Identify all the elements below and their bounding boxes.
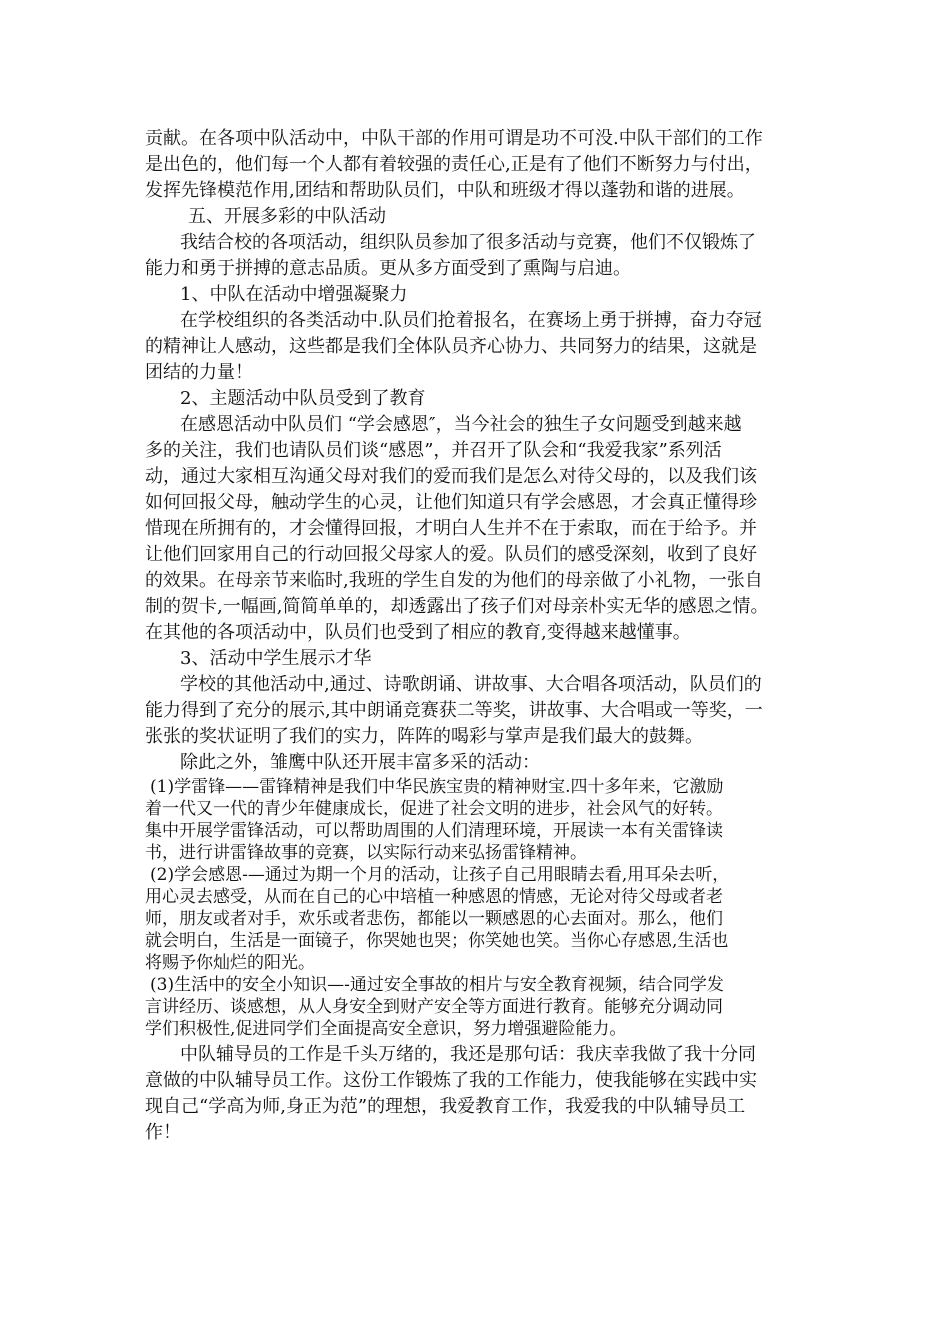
paragraph-line: 贡献。在各项中队活动中，中队干部的作用可谓是功不可没.中队干部们的工作 — [145, 128, 763, 149]
paragraph-line: 张张的奖状证明了我们的实力，阵阵的喝彩与掌声是我们最大的鼓舞。 — [145, 726, 703, 747]
list-item-line: 师，朋友或者对手，欢乐或者悲伤，都能以一颗感恩的心去面对。那么，他们 — [145, 909, 723, 929]
paragraph-line: 团结的力量！ — [145, 362, 253, 383]
paragraph-line: 能力得到了充分的展示,其中朗诵竞赛获二等奖，讲故事、大合唱或一等奖，一 — [145, 700, 763, 721]
paragraph-line: 惜现在所拥有的，才会懂得回报，才明白人生并不在于索取，而在于给予。并 — [145, 518, 757, 539]
paragraph-line: 在感恩活动中队员们 “学会感恩″，当今社会的独生子女问题受到越来越 — [180, 414, 742, 435]
paragraph-line: 除此之外，雏鹰中队还开展丰富多采的活动： — [180, 752, 540, 773]
list-item-line: 言讲经历、谈感想，从人身安全到财产安全等方面进行教育。能够充分调动同 — [145, 997, 723, 1017]
subsection-heading: 3、活动中学生展示才华 — [180, 648, 372, 669]
paragraph-line: 现自己“学高为师,身正为范”的理想，我爱教育工作，我爱我的中队辅导员工 — [145, 1096, 746, 1117]
paragraph-line: 作！ — [145, 1122, 181, 1143]
section-heading: 五、开展多彩的中队活动 — [188, 206, 386, 227]
paragraph-line: 学校的其他活动中,通过、诗歌朗诵、讲故事、大合唱各项活动，队员们的 — [180, 674, 762, 695]
paragraph-line: 让他们回家用自己的行动回报父母家人的爱。队员们的感受深刻，收到了良好 — [145, 544, 757, 565]
subsection-heading: 2、主题活动中队员受到了教育 — [180, 388, 426, 409]
list-item-line: (1)学雷锋——雷锋精神是我们中华民族宝贵的精神财宝.四十多年来，它激励 — [150, 777, 724, 797]
paragraph-line: 的效果。在母亲节来临时,我班的学生自发的为他们的母亲做了小礼物，一张自 — [145, 570, 763, 591]
paragraph-line: 在其他的各项活动中，队员们也受到了相应的教育,变得越来越懂事。 — [145, 622, 691, 643]
paragraph-line: 是出色的，他们每一个人都有着较强的责任心,正是有了他们不断努力与付出， — [145, 154, 763, 175]
list-item-line: 就会明白，生活是一面镜子，你哭她也哭；你笑她也笑。当你心存感恩,生活也 — [145, 931, 729, 951]
list-item-line: 书，进行讲雷锋故事的竞赛，以实际行动来弘扬雷锋精神。 — [145, 843, 587, 863]
list-item-line: 学们积极性,促进同学们全面提高安全意识，努力增强避险能力。 — [145, 1019, 627, 1039]
paragraph-line: 的精神让人感动，这些都是我们全体队员齐心协力、共同努力的结果，这就是 — [145, 336, 757, 357]
paragraph-line: 在学校组织的各类活动中.队员们抢着报名，在赛场上勇于拼搏，奋力夺冠 — [180, 310, 762, 331]
subsection-heading: 1、中队在活动中增强凝聚力 — [180, 284, 408, 305]
list-item-line: 集中开展学雷锋活动，可以帮助周围的人们清理环境，开展读一本有关雷锋读 — [145, 821, 723, 841]
paragraph-line: 中队辅导员的工作是千头万绪的，我还是那句话：我庆幸我做了我十分同 — [180, 1044, 756, 1065]
paragraph-line: 发挥先锋模范作用,团结和帮助队员们，中队和班级才得以蓬勃和谐的进展。 — [145, 180, 745, 201]
paragraph-line: 意做的中队辅导员工作。这份工作锻炼了我的工作能力，使我能够在实践中实 — [145, 1070, 757, 1091]
paragraph-line: 如何回报父母，触动学生的心灵，让他们知道只有学会感恩，才会真正懂得珍 — [145, 492, 757, 513]
list-item-line: 用心灵去感受，从而在自己的心中培植一种感恩的情感，无论对待父母或者老 — [145, 887, 723, 907]
paragraph-line: 制的贺卡,一幅画,简简单单的，却透露出了孩子们对母亲朴实无华的感恩之情。 — [145, 596, 769, 617]
paragraph-line: 我结合校的各项活动，组织队员参加了很多活动与竞赛，他们不仅锻炼了 — [180, 232, 756, 253]
list-item-line: 将赐予你灿烂的阳光。 — [145, 953, 315, 973]
list-item-line: 着一代又一代的青少年健康成长，促进了社会文明的进步，社会风气的好转。 — [145, 799, 723, 819]
paragraph-line: 能力和勇于拼搏的意志品质。更从多方面受到了熏陶与启迪。 — [145, 258, 631, 279]
paragraph-line: 多的关注，我们也请队员们谈“感恩”，并召开了队会和“我爱我家”系列活 — [145, 440, 722, 461]
list-item-line: (2)学会感恩-—通过为期一个月的活动，让孩子自己用眼睛去看,用耳朵去听， — [150, 865, 730, 885]
list-item-line: (3)生活中的安全小知识—-通过安全事故的相片与安全教育视频，结合同学发 — [150, 975, 724, 995]
paragraph-line: 动，通过大家相互沟通父母对我们的爱而我们是怎么对待父母的，以及我们该 — [145, 466, 757, 487]
